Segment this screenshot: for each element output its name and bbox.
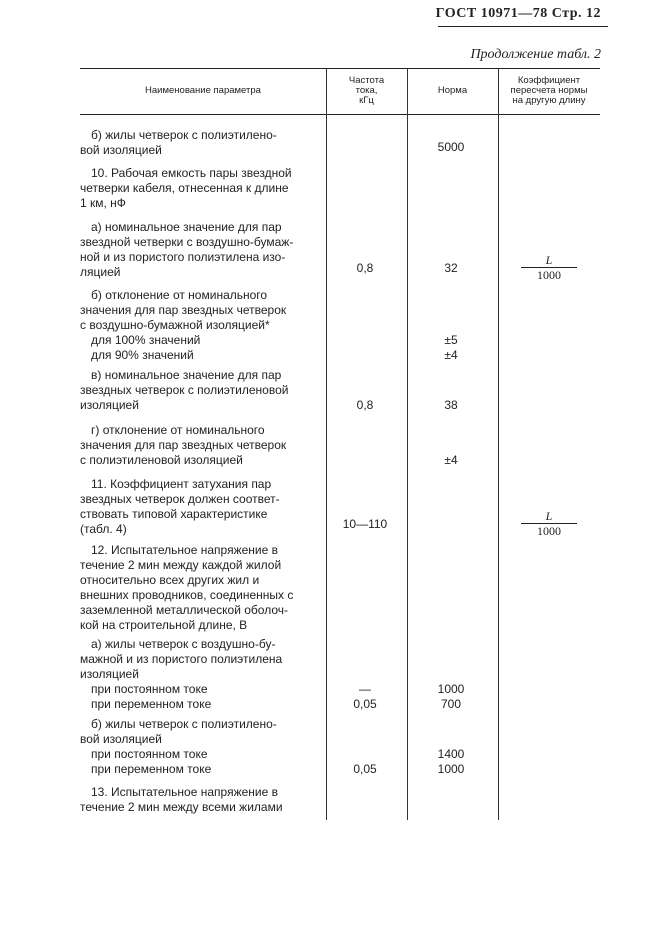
header-rule <box>438 26 608 27</box>
parameter-name <box>80 166 320 211</box>
parameter-line: звездной четверки с воздушно-бумаж- <box>80 235 294 249</box>
parameter-subline: при переменном токе <box>91 762 212 776</box>
parameter-line: ствовать типовой характеристике <box>80 507 268 521</box>
parameter-subline: при переменном токе <box>91 697 212 711</box>
frequency-value: 0,8 <box>356 398 374 412</box>
frequency-value <box>326 682 404 712</box>
parameter-line: четверки кабеля, отнесенная к длине <box>80 181 289 195</box>
parameter-line: изоляцией <box>80 667 139 681</box>
norm-line: ±4 <box>444 348 458 362</box>
parameter-line: 11. Коэффициент затухания пар <box>91 477 272 491</box>
frequency-value <box>326 747 404 777</box>
parameter-line: а) номинальное значение для пар <box>91 220 282 234</box>
parameter-line: а) жилы четверок с воздушно-бу- <box>91 637 276 651</box>
parameter-name <box>80 220 320 280</box>
norm-line: 1400 <box>437 747 465 761</box>
parameter-line: б) жилы четверок с полиэтилено- <box>91 128 277 142</box>
norm-value <box>407 747 495 777</box>
parameter-name <box>80 785 320 815</box>
parameter-name <box>80 637 320 712</box>
parameter-line: изоляцией <box>80 398 139 412</box>
parameter-line: 13. Испытательное напряжение в <box>91 785 278 799</box>
parameter-line: б) отклонение от номинального <box>91 288 268 302</box>
parameter-line: значения для пар звездных четверок <box>80 303 287 317</box>
coefficient-denominator: 1000 <box>537 524 561 538</box>
table-header-rule <box>80 114 600 115</box>
parameter-line: с полиэтиленовой изоляцией <box>80 453 243 467</box>
coefficient-numerator: L <box>545 253 553 267</box>
norm-value <box>407 682 495 712</box>
frequency-value: 0,8 <box>356 261 374 275</box>
parameter-line: 10. Рабочая емкость пары звездной <box>91 166 292 180</box>
frequency-line: 0,05 <box>353 697 377 711</box>
parameter-line: течение 2 мин между всеми жилами <box>80 800 283 814</box>
parameter-line: вой изоляцией <box>80 732 162 746</box>
parameter-line: б) жилы четверок с полиэтилено- <box>91 717 277 731</box>
column-header-coefficient: Коэффициент пересчета нормы на другую длину <box>510 75 588 106</box>
parameter-line: кой на строительной длине, В <box>80 618 248 632</box>
parameter-line: вой изоляцией <box>80 143 162 157</box>
frequency-line <box>326 747 404 762</box>
page-header: ГОСТ 10971—78 Стр. 12 <box>435 6 601 21</box>
parameter-line: г) отклонение от номинального <box>91 423 265 437</box>
parameter-line: (табл. 4) <box>80 522 127 536</box>
parameter-subline: при постоянном токе <box>91 682 208 696</box>
norm-line: 1000 <box>437 762 465 776</box>
frequency-line: 0,05 <box>353 762 377 776</box>
parameter-name <box>80 717 320 777</box>
parameter-subline: для 100% значений <box>91 333 201 347</box>
norm-value: 32 <box>444 261 458 275</box>
norm-value: 5000 <box>437 140 465 154</box>
column-header-frequency: Частота тока, кГц <box>348 75 385 106</box>
table-continuation-label: Продолжение табл. 2 <box>470 47 601 62</box>
parameter-line: заземленной металлической оболоч- <box>80 603 289 617</box>
parameter-line: течение 2 мин между каждой жилой <box>80 558 282 572</box>
column-header-parameter: Наименование параметра <box>145 85 261 96</box>
parameter-line: звездных четверок с полиэтиленовой <box>80 383 289 397</box>
frequency-line: — <box>359 682 371 696</box>
parameter-line: 12. Испытательное напряжение в <box>91 543 278 557</box>
coefficient-fraction <box>498 253 600 282</box>
parameter-name <box>80 543 320 633</box>
parameter-line: мажной и из пористого полиэтилена <box>80 652 283 666</box>
parameter-line: в) номинальное значение для пар <box>91 368 282 382</box>
parameters-table <box>80 68 600 820</box>
parameter-line: с воздушно-бумажной изоляцией* <box>80 318 270 332</box>
column-divider <box>498 68 499 820</box>
parameter-name <box>80 477 320 537</box>
coefficient-fraction <box>498 509 600 538</box>
parameter-line: звездных четверок должен соответ- <box>80 492 280 506</box>
parameter-name <box>80 128 320 158</box>
parameter-line: 1 км, нФ <box>80 196 126 210</box>
coefficient-denominator: 1000 <box>537 268 561 282</box>
norm-line: 700 <box>440 697 462 711</box>
norm-line: ±5 <box>444 333 458 347</box>
parameter-name <box>80 288 320 363</box>
parameter-name <box>80 368 320 413</box>
norm-value: ±4 <box>444 453 458 467</box>
coefficient-numerator: L <box>545 509 553 523</box>
parameter-line: ляцией <box>80 265 121 279</box>
parameter-line: относительно всех других жил и <box>80 573 260 587</box>
frequency-value: 10—110 <box>342 517 388 531</box>
norm-value <box>407 333 495 363</box>
parameter-line: ной и из пористого полиэтилена изо- <box>80 250 286 264</box>
norm-value: 38 <box>444 398 458 412</box>
column-header-norm: Норма <box>437 85 468 96</box>
parameter-line: внешних проводников, соединенных с <box>80 588 294 602</box>
parameter-line: значения для пар звездных четверок <box>80 438 287 452</box>
parameter-subline: при постоянном токе <box>91 747 208 761</box>
parameter-subline: для 90% значений <box>91 348 194 362</box>
parameter-name <box>80 423 320 468</box>
norm-line: 1000 <box>437 682 465 696</box>
